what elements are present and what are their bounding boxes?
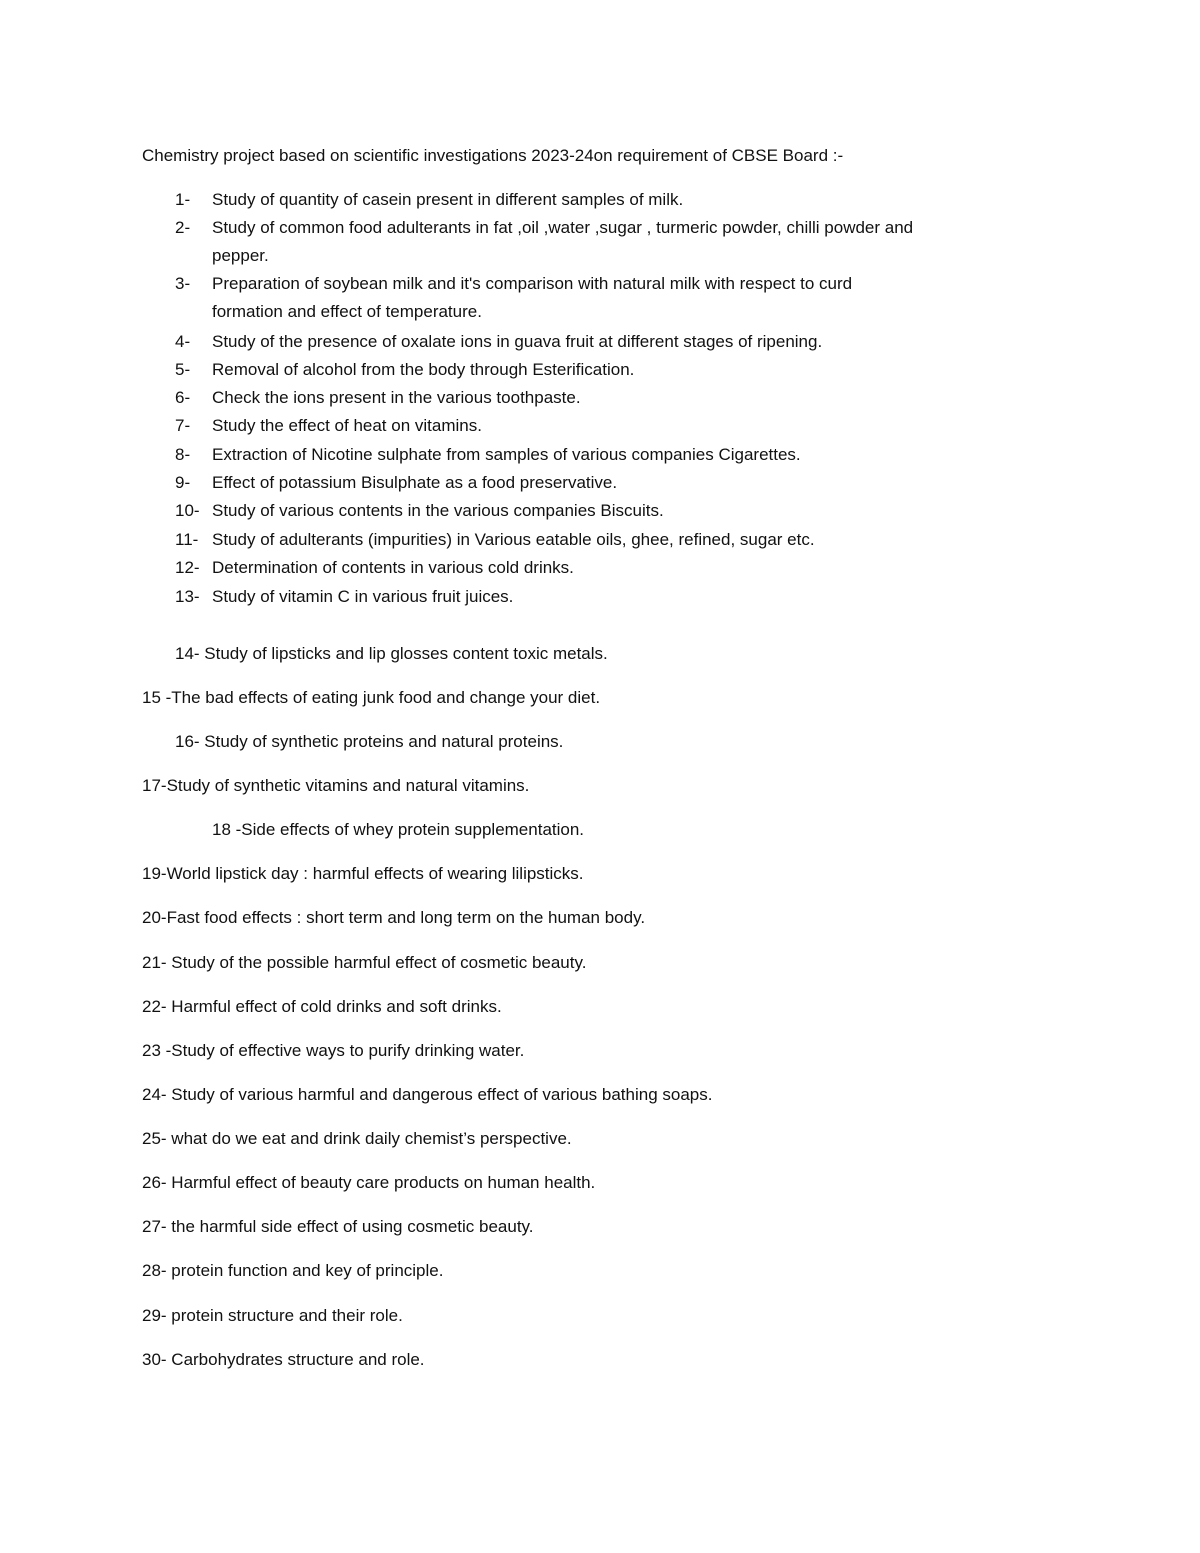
list-item: 19-World lipstick day : harmful effects of wearing lilipsticks. <box>142 864 584 883</box>
list-item-text: Check the ions present in the various toothpaste. <box>212 388 581 407</box>
list-item-text: Extraction of Nicotine sulphate from samples of various companies Cigarettes. <box>212 445 801 464</box>
list-item: 24- Study of various harmful and dangerous effect of various bathing soaps. <box>142 1085 713 1104</box>
list-item: 15 -The bad effects of eating junk food and change your diet. <box>142 688 601 707</box>
list-item-text: Determination of contents in various cold drinks. <box>212 558 574 577</box>
list-item-number: 5- <box>175 360 191 379</box>
list-item-text: Study of quantity of casein present in different samples of milk. <box>212 190 684 209</box>
list-item-number: 7- <box>175 416 191 435</box>
list-item: 30- Carbohydrates structure and role. <box>142 1350 425 1369</box>
list-item-continuation: formation and effect of temperature. <box>212 302 482 321</box>
list-item-number: 3- <box>175 274 191 293</box>
list-item: 20-Fast food effects : short term and long term on the human body. <box>142 908 646 927</box>
list-item-text: Study of common food adulterants in fat ,oil ,water ,sugar , turmeric powder, chilli powder and <box>212 218 914 237</box>
list-item-text: Study the effect of heat on vitamins. <box>212 416 482 435</box>
list-item-number: 1- <box>175 190 191 209</box>
list-item: 18 -Side effects of whey protein supplementation. <box>212 820 585 839</box>
list-item-number: 10- <box>175 501 200 520</box>
list-item-text: Study of vitamin C in various fruit juices. <box>212 587 514 606</box>
list-item-number: 9- <box>175 473 191 492</box>
list-item-number: 4- <box>175 332 191 351</box>
list-item: 28- protein function and key of principle. <box>142 1261 444 1280</box>
list-item-text: Removal of alcohol from the body through Esterification. <box>212 360 635 379</box>
list-item-number: 11- <box>175 530 199 549</box>
list-item: 23 -Study of effective ways to purify drinking water. <box>142 1041 525 1060</box>
list-item-number: 6- <box>175 388 191 407</box>
list-item-text: Study of the presence of oxalate ions in guava fruit at different stages of ripening. <box>212 332 823 351</box>
list-item-text: Effect of potassium Bisulphate as a food preservative. <box>212 473 618 492</box>
list-item: 21- Study of the possible harmful effect of cosmetic beauty. <box>142 953 587 972</box>
document-title: Chemistry project based on scientific investigations 2023-24on requirement of CBSE Board :- <box>142 146 844 165</box>
list-item-number: 8- <box>175 445 191 464</box>
list-item: 25- what do we eat and drink daily chemist’s perspective. <box>142 1129 572 1148</box>
list-item: 14- Study of lipsticks and lip glosses content toxic metals. <box>175 644 608 663</box>
list-item-text: Study of various contents in the various companies Biscuits. <box>212 501 664 520</box>
list-item: 29- protein structure and their role. <box>142 1306 403 1325</box>
list-item: 26- Harmful effect of beauty care products on human health. <box>142 1173 596 1192</box>
list-item: 22- Harmful effect of cold drinks and soft drinks. <box>142 997 502 1016</box>
list-item-number: 13- <box>175 587 200 606</box>
list-item-text: Preparation of soybean milk and it's comparison with natural milk with respect to curd <box>212 274 853 293</box>
list-item: 16- Study of synthetic proteins and natural proteins. <box>175 732 564 751</box>
list-item-number: 12- <box>175 558 200 577</box>
list-item-text: Study of adulterants (impurities) in Various eatable oils, ghee, refined, sugar etc. <box>212 530 815 549</box>
list-item: 17-Study of synthetic vitamins and natural vitamins. <box>142 776 530 795</box>
list-item: 27- the harmful side effect of using cosmetic beauty. <box>142 1217 534 1236</box>
list-item-number: 2- <box>175 218 191 237</box>
list-item-continuation: pepper. <box>212 246 269 265</box>
